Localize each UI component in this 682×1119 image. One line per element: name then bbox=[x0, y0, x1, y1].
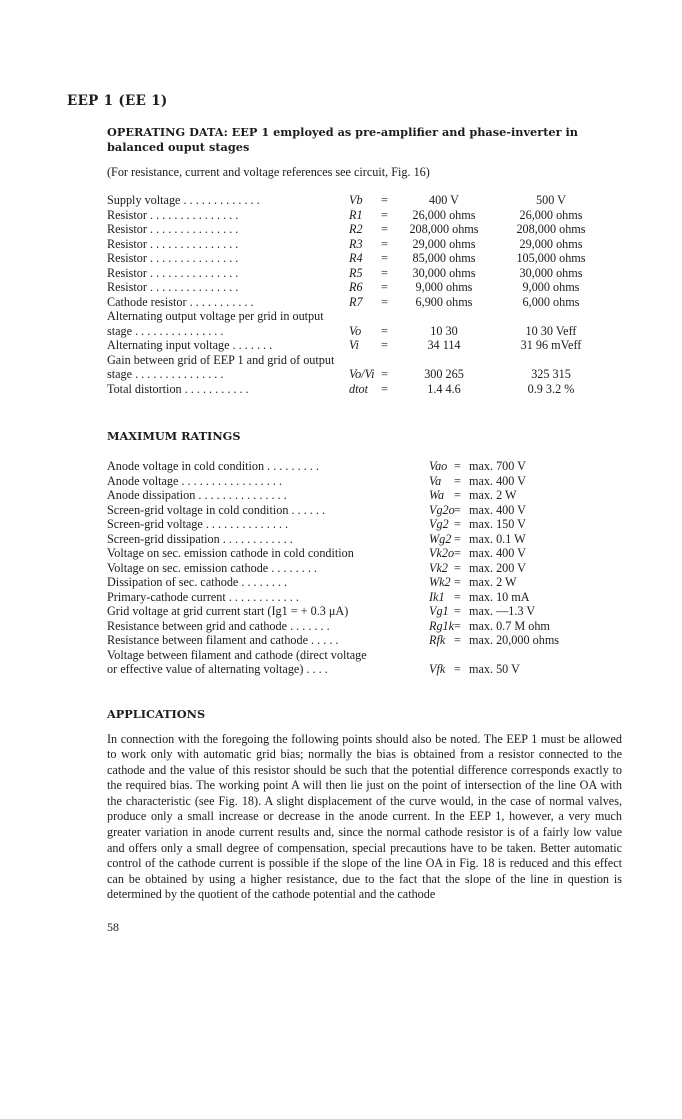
row-equals: = bbox=[381, 236, 388, 251]
table-row bbox=[107, 561, 622, 576]
table-row bbox=[107, 532, 622, 547]
row-value: max. 400 V bbox=[469, 502, 526, 517]
row-value-500v: 105,000 ohms bbox=[516, 251, 586, 265]
row-symbol: Vao bbox=[429, 459, 448, 473]
row-equals: = bbox=[381, 323, 388, 338]
table-row bbox=[107, 488, 622, 503]
row-equals: = bbox=[454, 488, 461, 502]
row-label: Resistor . . . . . . . . . . . . . . . bbox=[107, 251, 239, 265]
row-label: Total distortion . . . . . . . . . . . bbox=[107, 381, 249, 396]
row-symbol: R7 bbox=[349, 294, 363, 309]
row-symbol: Vo bbox=[349, 323, 362, 338]
row-value: max. 50 V bbox=[469, 662, 520, 676]
row-value: max. 0.1 W bbox=[469, 531, 526, 546]
row-symbol: Ik1 bbox=[429, 589, 445, 604]
row-symbol: Vg2 bbox=[429, 517, 449, 531]
row-value-400v: 208,000 ohms bbox=[409, 222, 479, 236]
row-label: Resistor . . . . . . . . . . . . . . . bbox=[107, 236, 239, 251]
row-value: max. 0.7 M ohm bbox=[469, 618, 550, 633]
row-label: or effective value of alternating voltage) . . . . bbox=[107, 662, 328, 676]
applications-title: APPLICATIONS bbox=[107, 706, 206, 721]
row-symbol: Va bbox=[429, 473, 442, 488]
row-equals: = bbox=[454, 459, 461, 473]
row-equals: = bbox=[454, 633, 461, 647]
row-equals: = bbox=[381, 280, 388, 294]
row-label: Voltage on sec. emission cathode . . . . . . . . bbox=[107, 560, 317, 575]
row-value: max. 700 V bbox=[469, 459, 526, 473]
row-label: Voltage between filament and cathode (direct voltage bbox=[107, 647, 367, 662]
row-equals: = bbox=[381, 294, 388, 309]
row-label: Grid voltage at grid current start (Ig1 = + 0.3 μA) bbox=[107, 604, 349, 618]
table-row bbox=[107, 619, 622, 634]
table-row bbox=[107, 503, 622, 518]
row-value-500v: 325 315 bbox=[531, 367, 571, 381]
row-equals: = bbox=[381, 265, 388, 280]
row-value: max. 400 V bbox=[469, 546, 526, 560]
row-value-500v: 26,000 ohms bbox=[519, 207, 583, 222]
row-value-500v: 10 30 Veff bbox=[525, 323, 577, 338]
row-symbol: Vg1 bbox=[429, 604, 449, 618]
row-label: Screen-grid dissipation . . . . . . . . . . . . bbox=[107, 531, 293, 546]
table-row bbox=[107, 474, 622, 489]
row-symbol: Vb bbox=[349, 193, 363, 207]
row-value-400v: 30,000 ohms bbox=[412, 265, 476, 280]
table-row bbox=[107, 575, 622, 590]
maximum-ratings-table bbox=[107, 459, 622, 677]
table-row bbox=[107, 193, 622, 208]
row-label: Alternating output voltage per grid in output bbox=[107, 309, 324, 323]
row-symbol: dtot bbox=[349, 381, 368, 396]
row-equals: = bbox=[454, 546, 461, 560]
row-label: Anode dissipation . . . . . . . . . . . . . . . bbox=[107, 488, 287, 502]
table-row bbox=[107, 604, 622, 619]
row-symbol: Vk2 bbox=[429, 560, 448, 575]
row-value-500v: 31 96 mVeff bbox=[520, 338, 582, 352]
table-row bbox=[107, 648, 622, 663]
row-label: Gain between grid of EEP 1 and grid of output bbox=[107, 352, 335, 367]
row-equals: = bbox=[454, 560, 461, 575]
page-number: 58 bbox=[107, 920, 119, 934]
row-symbol: Wg2 bbox=[429, 531, 452, 546]
table-row bbox=[107, 546, 622, 561]
table-row bbox=[107, 633, 622, 648]
row-value-500v: 30,000 ohms bbox=[519, 265, 583, 280]
row-symbol: Wk2 bbox=[429, 575, 451, 589]
row-equals: = bbox=[381, 338, 388, 352]
row-equals: = bbox=[454, 531, 461, 546]
row-label: Resistance between filament and cathode . . . . . bbox=[107, 633, 339, 647]
row-label: Supply voltage . . . . . . . . . . . . . bbox=[107, 193, 260, 207]
table-row bbox=[107, 295, 622, 310]
row-label: Anode voltage . . . . . . . . . . . . . . . . . bbox=[107, 473, 283, 488]
content-column bbox=[107, 125, 622, 903]
row-equals: = bbox=[454, 589, 461, 604]
table-row bbox=[107, 459, 622, 474]
row-symbol: R5 bbox=[349, 265, 363, 280]
table-row bbox=[107, 309, 622, 324]
row-label: Cathode resistor . . . . . . . . . . . bbox=[107, 294, 254, 309]
row-equals: = bbox=[454, 604, 461, 618]
table-row bbox=[107, 590, 622, 605]
row-value: max. 20,000 ohms bbox=[469, 633, 560, 647]
row-symbol: R3 bbox=[349, 236, 363, 251]
operating-data-table bbox=[107, 193, 622, 396]
row-symbol: Vfk bbox=[429, 662, 446, 676]
row-value-400v: 26,000 ohms bbox=[412, 207, 476, 222]
table-row bbox=[107, 324, 622, 339]
row-symbol: Rg1k bbox=[429, 618, 455, 633]
row-symbol: Vi bbox=[349, 338, 359, 352]
row-value: max. —1.3 V bbox=[469, 604, 536, 618]
table-row bbox=[107, 251, 622, 266]
operating-data-title: OPERATING DATA: EEP 1 employed as pre-amplifier and phase-inverter in balanced ouput stages bbox=[107, 125, 578, 154]
table-row bbox=[107, 237, 622, 252]
row-value: max. 400 V bbox=[469, 473, 526, 488]
row-label: Resistor . . . . . . . . . . . . . . . bbox=[107, 265, 239, 280]
row-label: stage . . . . . . . . . . . . . . . bbox=[107, 323, 224, 338]
row-value: max. 150 V bbox=[469, 517, 526, 531]
row-label: Alternating input voltage . . . . . . . bbox=[107, 338, 273, 352]
row-value-400v: 85,000 ohms bbox=[412, 251, 476, 265]
table-row bbox=[107, 266, 622, 281]
row-equals: = bbox=[381, 207, 388, 222]
row-label: Screen-grid voltage . . . . . . . . . . . . . . bbox=[107, 517, 289, 531]
row-value-400v: 10 30 bbox=[430, 323, 458, 338]
row-value: max. 2 W bbox=[469, 575, 517, 589]
row-label: Resistor . . . . . . . . . . . . . . . bbox=[107, 280, 239, 294]
row-symbol: Vg2o bbox=[429, 502, 455, 517]
maximum-ratings-title: MAXIMUM RATINGS bbox=[107, 429, 241, 443]
row-label: Primary-cathode current . . . . . . . . . . . . bbox=[107, 589, 299, 604]
row-value-400v: 9,000 ohms bbox=[415, 280, 473, 294]
table-row bbox=[107, 662, 622, 677]
table-row bbox=[107, 208, 622, 223]
row-equals: = bbox=[454, 473, 461, 488]
table-row bbox=[107, 280, 622, 295]
row-label: Screen-grid voltage in cold condition . . . . . . bbox=[107, 502, 325, 517]
table-row bbox=[107, 382, 622, 397]
row-symbol: Vk2o bbox=[429, 546, 455, 560]
row-symbol: R6 bbox=[349, 280, 363, 294]
row-symbol: R4 bbox=[349, 251, 363, 265]
table-row bbox=[107, 367, 622, 382]
row-label: Resistor . . . . . . . . . . . . . . . bbox=[107, 207, 239, 222]
row-value-400v: 34 114 bbox=[427, 338, 461, 352]
table-row bbox=[107, 338, 622, 353]
row-label: Dissipation of sec. cathode . . . . . . . . bbox=[107, 575, 288, 589]
row-value-500v: 9,000 ohms bbox=[522, 280, 580, 294]
page-header: EEP 1 (EE 1) bbox=[67, 93, 168, 109]
row-symbol: R2 bbox=[349, 222, 363, 236]
row-value-400v: 29,000 ohms bbox=[412, 236, 476, 251]
row-label: stage . . . . . . . . . . . . . . . bbox=[107, 367, 224, 381]
row-value-500v: 6,000 ohms bbox=[522, 294, 580, 309]
row-equals: = bbox=[454, 618, 461, 633]
row-label: Anode voltage in cold condition . . . . . . . . . bbox=[107, 459, 319, 473]
circuit-reference-note: (For resistance, current and voltage references see circuit, Fig. 16) bbox=[107, 165, 430, 179]
row-equals: = bbox=[454, 502, 461, 517]
row-symbol: Wa bbox=[429, 488, 445, 502]
row-equals: = bbox=[381, 251, 388, 265]
row-equals: = bbox=[454, 575, 461, 589]
row-equals: = bbox=[381, 193, 388, 207]
row-label: Resistor . . . . . . . . . . . . . . . bbox=[107, 222, 239, 236]
table-row bbox=[107, 353, 622, 368]
row-value-500v: 29,000 ohms bbox=[519, 236, 583, 251]
applications-paragraph: In connection with the foregoing the following points should also be noted. The EEP 1 must be allowed to work only with automatic grid bias; normally the bias is obtained from a resistor connected to the cathode and the value of this resistor should be such that the potential difference corresponds exactly to the required bias. The working point A will then lie just on the point of intersection of the line OA with the characteristic (see Fig. 18). A slight displacement of the curve would, in the case of normal valves, produce only a small increase or decrease in the anode current. In the EEP 1, however, a very much greater variation in anode current results and, since the normal cathode resistor is of a fairly low value and offers only a small degree of compensation, special precautions have to be taken. Better automatic control of the cathode current is possible if the slope of the line OA in Fig. 18 is reduced and this effect can be obtained by using a higher resistance, due to the fact that the slope of the line in question is determined by the quotient of the cathode potential and the cathode bbox=[107, 731, 622, 902]
row-value-400v: 300 265 bbox=[424, 367, 464, 381]
table-row bbox=[107, 222, 622, 237]
row-label: Resistance between grid and cathode . . . . . . . bbox=[107, 618, 330, 633]
row-equals: = bbox=[381, 222, 388, 236]
row-value-500v: 500 V bbox=[536, 193, 566, 207]
row-equals: = bbox=[381, 367, 388, 381]
row-value: max. 10 mA bbox=[469, 589, 530, 604]
row-value: max. 200 V bbox=[469, 560, 526, 575]
row-symbol: Rfk bbox=[429, 633, 446, 647]
row-equals: = bbox=[454, 517, 461, 531]
row-value: max. 2 W bbox=[469, 488, 517, 502]
row-symbol: R1 bbox=[349, 207, 363, 222]
table-row bbox=[107, 517, 622, 532]
row-value-500v: 0.9 3.2 % bbox=[527, 381, 575, 396]
row-value-400v: 400 V bbox=[429, 193, 459, 207]
row-value-400v: 6,900 ohms bbox=[415, 294, 473, 309]
row-label: Voltage on sec. emission cathode in cold condition bbox=[107, 546, 354, 560]
row-value-400v: 1.4 4.6 bbox=[427, 381, 461, 396]
row-equals: = bbox=[454, 662, 461, 676]
row-symbol: Vo/Vi bbox=[349, 367, 375, 381]
row-equals: = bbox=[381, 381, 388, 396]
row-value-500v: 208,000 ohms bbox=[516, 222, 586, 236]
